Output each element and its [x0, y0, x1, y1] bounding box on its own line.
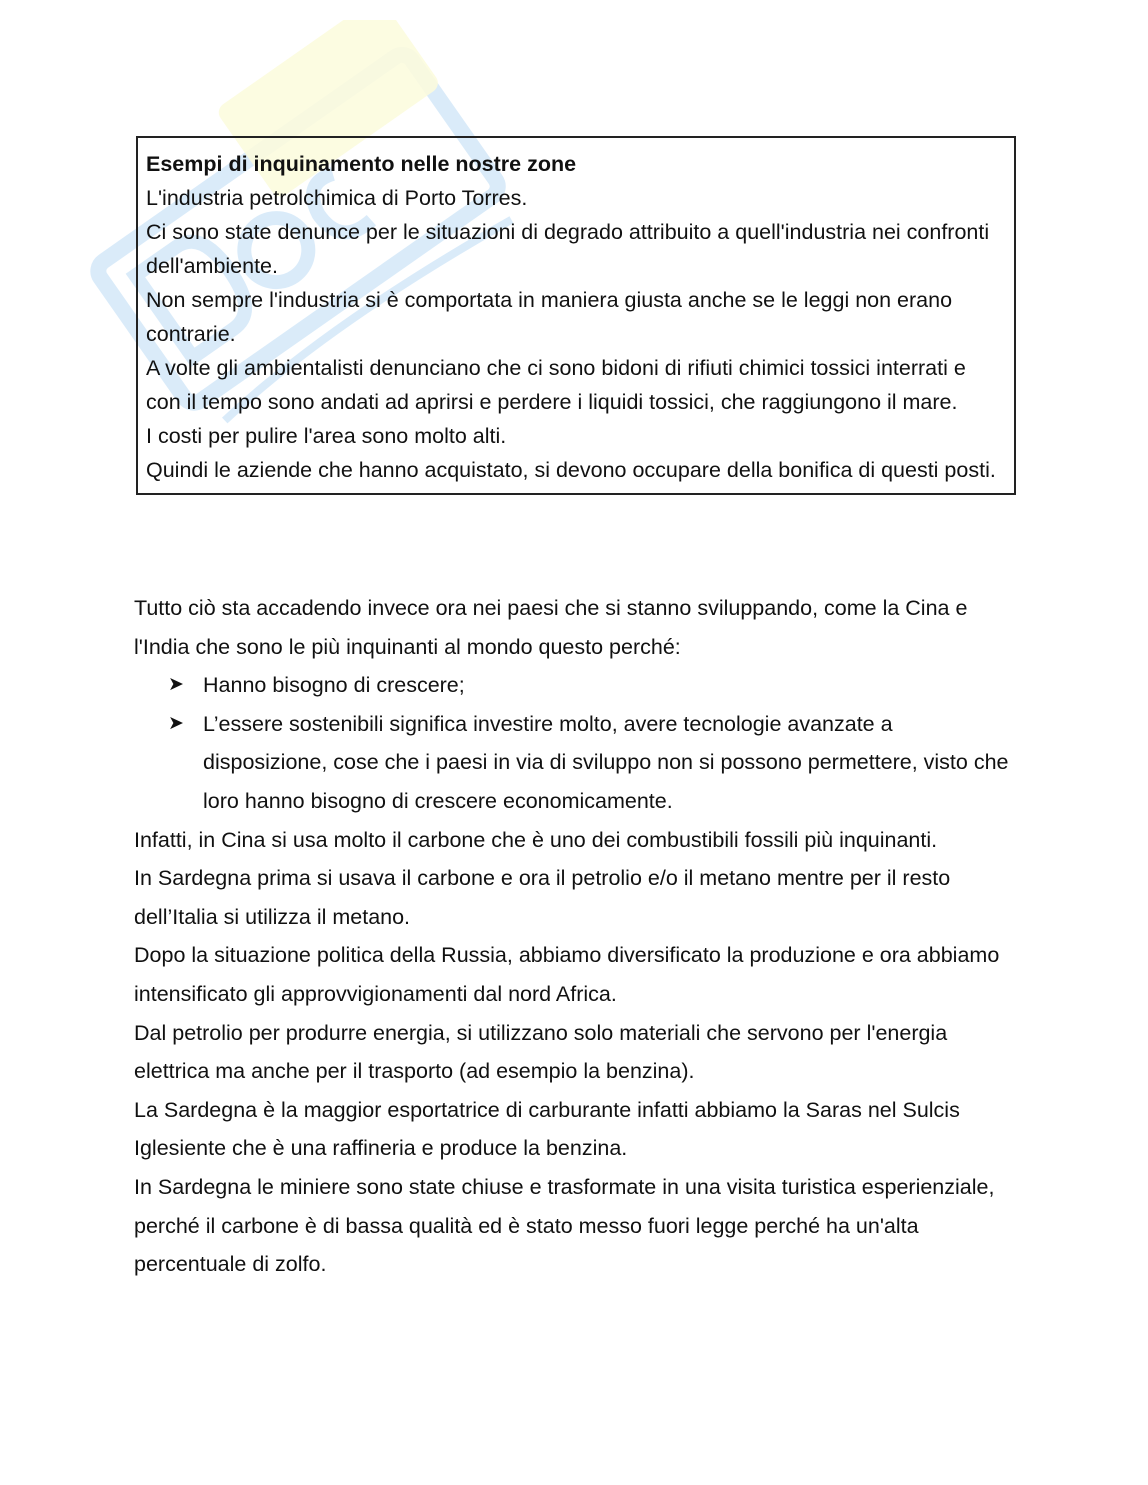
body-paragraph: La Sardegna è la maggior esportatrice di carburante infatti abbiamo la Saras nel Sulcis Iglesiente che è una raffineria e produce la benzina. — [134, 1097, 960, 1161]
bullet-text: Hanno bisogno di crescere; — [203, 673, 465, 698]
arrow-bullet-icon: ➤ — [168, 712, 184, 734]
inset-box-paragraph: A volte gli ambientalisti denunciano che ci sono bidoni di rifiuti chimici tossici interrati e con il tempo sono andati ad aprirsi e perdere i liquidi tossici, che raggiungono il mare. — [146, 356, 966, 414]
inset-box-paragraph: I costi per pulire l'area sono molto alti. — [146, 424, 507, 448]
bullet-list — [134, 666, 1014, 820]
body-paragraph: Dopo la situazione politica della Russia, abbiamo diversificato la produzione e ora abbiamo intensificato gli approvvigionamenti dal nord Africa. — [134, 943, 1000, 1006]
arrow-bullet-icon: ➤ — [168, 674, 184, 696]
body-text — [134, 589, 1014, 1284]
inset-box — [136, 136, 1016, 495]
inset-box-paragraph: Non sempre l'industria si è comportata in maniera giusta anche se le leggi non erano contrarie. — [146, 288, 953, 346]
body-paragraph: In Sardegna le miniere sono state chiuse e trasformate in una visita turistica esperienziale, perché il carbone è di bassa qualità ed è stato messo fuori legge perché ha un'alta percentuale di zolfo. — [134, 1174, 995, 1277]
bullet-item — [168, 666, 1014, 705]
inset-box-title: Esempi di inquinamento nelle nostre zone — [146, 152, 577, 176]
body-paragraph: Infatti, in Cina si usa molto il carbone che è uno dei combustibili fossili più inquinanti. — [134, 827, 938, 852]
body-paragraph: Dal petrolio per produrre energia, si utilizzano solo materiali che servono per l'energia elettrica ma anche per il trasporto (ad esempio la benzina). — [134, 1020, 948, 1084]
inset-box-paragraph: L'industria petrolchimica di Porto Torres. — [146, 186, 528, 210]
inset-box-paragraph: Quindi le aziende che hanno acquistato, si devono occupare della bonifica di questi posti. — [146, 458, 996, 482]
bullet-item — [168, 705, 1014, 821]
inset-box-paragraph: Ci sono state denunce per le situazioni di degrado attribuito a quell'industria nei confronti dell'ambiente. — [146, 220, 990, 278]
intro-paragraph: Tutto ciò sta accadendo invece ora nei paesi che si stanno sviluppando, come la Cina e l'India che sono le più inquinanti al mondo questo perché: — [134, 596, 968, 659]
bullet-text: L’essere sostenibili significa investire molto, avere tecnologie avanzate a disposizione, cose che i paesi in via di sviluppo non si possono permettere, visto che loro hanno bisogno di crescere economicamente. — [203, 711, 1009, 813]
body-paragraph: In Sardegna prima si usava il carbone e ora il petrolio e/o il metano mentre per il resto dell’Italia si utilizza il metano. — [134, 866, 951, 929]
